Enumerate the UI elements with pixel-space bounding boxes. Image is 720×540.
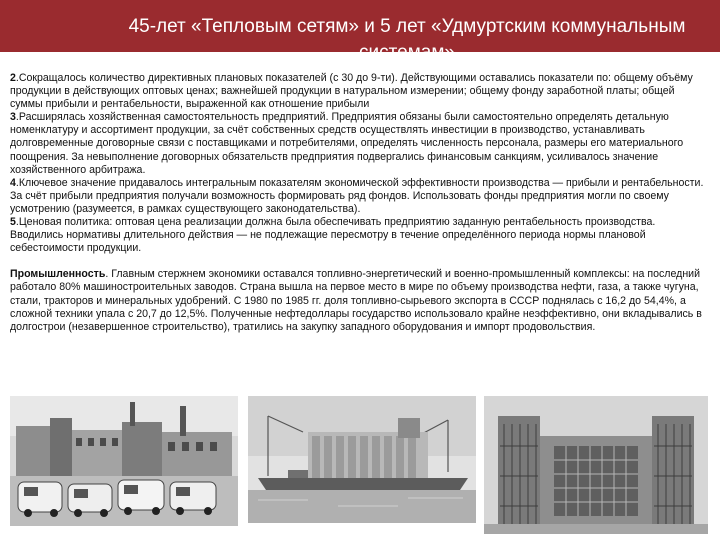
industrial-building-photo xyxy=(484,396,708,534)
paragraph-number: 3 xyxy=(10,111,16,124)
slide-header xyxy=(0,0,720,63)
paragraph-text: .Сокращалось количество директивных плановых показателей (с 30 до 9-ти). Действующими оставались показатели по: общему объёму продукции в действующих оптовых ценах; важнейшей продукции в натуральном измерении; общему фонду заработной платы; общей суммы прибыли и рентабельности, выраженной как отношение прибыли xyxy=(10,72,693,111)
paragraph-text: .Ценовая политика: оптовая цена реализации должна была обеспечивать предприятию заданную рентабельность производства. Вводились нормативы длительного действия — не подлежащие пересмотру в течение определённого периода нормы плановой себестоимости продукции. xyxy=(10,216,656,255)
industry-text: . Главным стержнем экономики оставался топливно-энергетический и военно-промышленный комплексы: на последний работало 80% машиностроительных заводов. Страна вышла на первое место в мире по объему производства нефти, газа, а также чугуна, стали, тракторов и минеральных удобрений. С 1980 по 1985 гг. доля топливно-сырьевого экспорта в СССР поднялась с 16,2 до 54,4%, а сложной техники упала с 20,7 до 12,5%. Полученные нефтедоллары государство использовало крайне неэффективно, они вкладывались в долгострои (незавершенное строительство), тратились на закупку западного оборудования и импорт продовольствия. xyxy=(10,268,702,333)
slide-title: 45-лет «Тепловым сетям» и 5 лет «Удмуртским коммунальным системам» xyxy=(128,16,686,63)
factory-vans-photo xyxy=(10,396,238,526)
paragraph-number: 5 xyxy=(10,216,16,229)
paragraph-number: 2 xyxy=(10,72,16,84)
grain-elevator-photo xyxy=(248,396,476,523)
industry-label: Промышленность xyxy=(10,268,106,281)
slide-body xyxy=(10,72,707,334)
paragraph-number: 4 xyxy=(10,176,16,189)
paragraph-text: .Расширялась хозяйственная самостоятельность предприятий. Предприятия обязаны были самостоятельно определять детальную номенклатуру и ассортимент продукции, за счёт собственных средств осуществлять инвестиции в производство, устанавливать долговременные договорные связи с поставщиками и потребителями, определять численность персонала, размеры его материального поощрения. За невыполнение договорных обязательств предприятия подвергались финансовым санкциям, усиливалось значение хозяйственного арбитража. xyxy=(10,111,684,176)
paragraph-2 xyxy=(10,72,707,111)
paragraph-3 xyxy=(10,111,707,176)
paragraph-text: .Ключевое значение придавалось интегральным показателям экономической эффективности производства — прибыли и рентабельности. За счёт прибыли предприятия получали возможность формировать ряд фондов. Использовать фонды предприятия могли по своему усмотрению (разумеется, в рамках существующего законодательства). xyxy=(10,176,704,215)
paragraph-5 xyxy=(10,216,707,255)
industry-paragraph xyxy=(10,268,707,333)
paragraph-4 xyxy=(10,177,707,216)
